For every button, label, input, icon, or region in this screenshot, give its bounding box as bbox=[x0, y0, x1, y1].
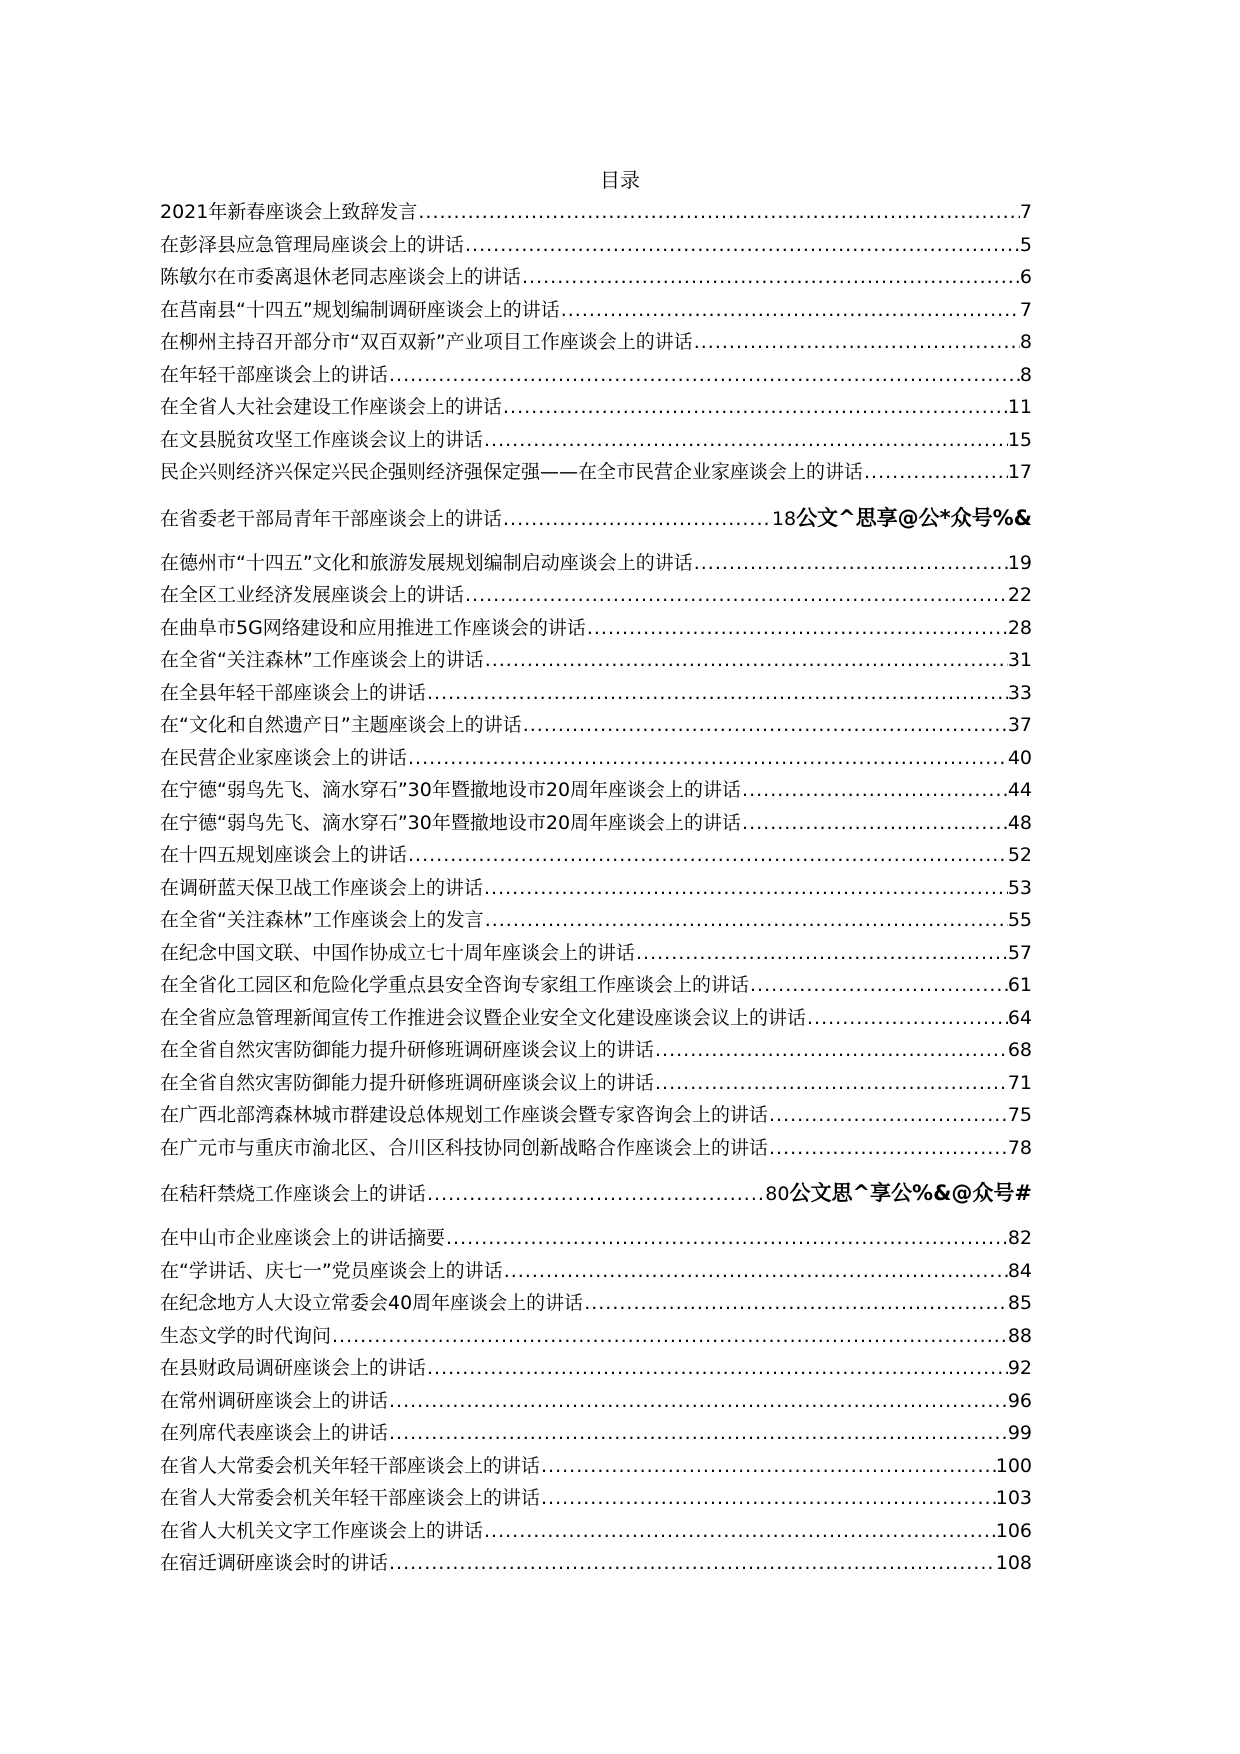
toc-entry-title: 在年轻干部座谈会上的讲话 bbox=[160, 363, 389, 386]
toc-entry[interactable] bbox=[160, 904, 1032, 937]
toc-entry[interactable] bbox=[160, 424, 1032, 457]
toc-entry-title: 在文县脱贫攻坚工作座谈会议上的讲话 bbox=[160, 428, 484, 451]
toc-entry-page: 96 bbox=[1007, 1389, 1032, 1412]
toc-entry[interactable] bbox=[160, 612, 1032, 645]
toc-entry[interactable] bbox=[160, 499, 1032, 537]
toc-entry-title: 在全区工业经济发展座谈会上的讲话 bbox=[160, 584, 465, 606]
toc-entry-title: 在宁德“弱鸟先飞、滴水穿石”30年暨撤地设市20周年座谈会上的讲话 bbox=[160, 811, 742, 834]
toc-entry[interactable] bbox=[160, 196, 1032, 229]
toc-entry[interactable] bbox=[160, 1222, 1032, 1255]
toc-entry-page: 18 bbox=[771, 507, 797, 530]
toc-entry[interactable] bbox=[160, 1034, 1032, 1067]
toc-leader-dots bbox=[768, 1132, 1008, 1165]
toc-entry-title: 在全省人大社会建设工作座谈会上的讲话 bbox=[160, 396, 503, 418]
toc-entry-page: 99 bbox=[1007, 1422, 1032, 1444]
toc-leader-dots bbox=[426, 677, 1008, 710]
toc-entry-title: 在列席代表座谈会上的讲话 bbox=[160, 1422, 389, 1444]
toc-entry-page: 17 bbox=[1007, 461, 1032, 483]
toc-leader-dots bbox=[583, 1287, 1008, 1320]
toc-entry[interactable] bbox=[160, 391, 1032, 424]
toc-leader-dots bbox=[483, 872, 1008, 905]
toc-leader-dots bbox=[654, 1067, 1008, 1100]
toc-leader-dots bbox=[331, 1320, 1008, 1353]
toc-entry-title: 在“学讲话、庆七一”党员座谈会上的讲话 bbox=[160, 1259, 503, 1282]
toc-entry-title: 在秸秆禁烧工作座谈会上的讲话 bbox=[160, 1183, 427, 1205]
toc-entry-page: 53 bbox=[1007, 876, 1032, 899]
toc-entry-page: 15 bbox=[1007, 428, 1032, 451]
toc-entry[interactable] bbox=[160, 294, 1032, 327]
toc-entry[interactable] bbox=[160, 1417, 1032, 1450]
toc-entry[interactable] bbox=[160, 1320, 1032, 1353]
toc-entry-page: 82 bbox=[1007, 1227, 1032, 1249]
toc-leader-dots bbox=[407, 839, 1008, 872]
toc-leader-dots bbox=[388, 1417, 1008, 1450]
toc-entry-page: 92 bbox=[1007, 1357, 1032, 1379]
toc-entry-page: 8 bbox=[1019, 331, 1032, 353]
toc-entry-page: 28 bbox=[1007, 616, 1032, 639]
toc-entry[interactable] bbox=[160, 709, 1032, 742]
toc-entry-page: 80 bbox=[765, 1183, 790, 1205]
toc-entry-title: 在省人大常委会机关年轻干部座谈会上的讲话 bbox=[160, 1487, 541, 1509]
toc-entry-title: 在莒南县“十四五”规划编制调研座谈会上的讲话 bbox=[160, 298, 560, 321]
toc-entry-page: 103 bbox=[995, 1487, 1032, 1509]
toc-entry[interactable] bbox=[160, 547, 1032, 580]
toc-leader-dots bbox=[388, 1547, 996, 1580]
toc-leader-dots bbox=[417, 196, 1020, 229]
toc-entry-title: 民企兴则经济兴保定兴民企强则经济强保定强——在全市民营企业家座谈会上的讲话 bbox=[160, 461, 864, 483]
toc-entry[interactable] bbox=[160, 359, 1032, 392]
toc-entry-page: 22 bbox=[1007, 584, 1032, 606]
toc-entry[interactable] bbox=[160, 937, 1032, 970]
toc-entry[interactable] bbox=[160, 872, 1032, 905]
toc-entry-title: 在柳州主持召开部分市“双百双新”产业项目工作座谈会上的讲话 bbox=[160, 331, 693, 353]
toc-entry-title: 在“文化和自然遗产日”主题座谈会上的讲话 bbox=[160, 714, 522, 736]
toc-leader-dots bbox=[540, 1450, 996, 1483]
toc-entry-title: 在县财政局调研座谈会上的讲话 bbox=[160, 1357, 427, 1379]
toc-leader-dots bbox=[407, 742, 1008, 775]
toc-entry[interactable] bbox=[160, 644, 1032, 677]
toc-entry[interactable] bbox=[160, 261, 1032, 294]
toc-entry-title: 在全省自然灾害防御能力提升研修班调研座谈会议上的讲话 bbox=[160, 1039, 655, 1061]
toc-entry-title: 在宿迁调研座谈会时的讲话 bbox=[160, 1552, 389, 1574]
toc-entry[interactable] bbox=[160, 1174, 1032, 1212]
toc-entry-title: 在纪念中国文联、中国作协成立七十周年座谈会上的讲话 bbox=[160, 941, 636, 964]
toc-entry-page: 100 bbox=[995, 1454, 1032, 1477]
toc-entry-title: 2021年新春座谈会上致辞发言 bbox=[160, 201, 418, 223]
toc-entry-page: 61 bbox=[1007, 974, 1032, 996]
toc-leader-dots bbox=[464, 579, 1008, 612]
toc-leader-dots bbox=[483, 424, 1008, 457]
toc-entry-page: 68 bbox=[1007, 1039, 1032, 1061]
toc-entry-title: 在全省应急管理新闻宣传工作推进会议暨企业安全文化建设座谈会议上的讲话 bbox=[160, 1006, 807, 1029]
toc-entry-page: 88 bbox=[1007, 1324, 1032, 1347]
toc-leader-dots bbox=[484, 644, 1008, 677]
toc-entry-title: 陈敏尔在市委离退休老同志座谈会上的讲话 bbox=[160, 266, 522, 288]
toc-entry-title: 在广元市与重庆市渝北区、合川区科技协同创新战略合作座谈会上的讲话 bbox=[160, 1136, 769, 1159]
toc-leader-dots bbox=[503, 1255, 1008, 1288]
toc-entry[interactable] bbox=[160, 326, 1032, 359]
toc-entry-title: 在民营企业家座谈会上的讲话 bbox=[160, 746, 408, 769]
toc-entry-title: 在全县年轻干部座谈会上的讲话 bbox=[160, 681, 427, 704]
toc-leader-dots bbox=[502, 500, 772, 538]
toc-leader-dots bbox=[693, 326, 1020, 359]
toc-entry-title: 在全省“关注森林”工作座谈会上的发言 bbox=[160, 909, 484, 931]
toc-leader-dots bbox=[741, 807, 1008, 840]
toc-title: 目录 bbox=[600, 168, 640, 192]
watermark-text: 公文^思享@公*众号%& bbox=[796, 505, 1032, 530]
toc-entry-title: 在纪念地方人大设立常委会40周年座谈会上的讲话 bbox=[160, 1292, 584, 1314]
toc-entry-page: 37 bbox=[1007, 714, 1032, 736]
watermark-text: 公文思^享公%&@众号# bbox=[789, 1181, 1032, 1205]
toc-entry[interactable] bbox=[160, 807, 1032, 840]
toc-leader-dots bbox=[521, 261, 1020, 294]
toc-entry-title: 在省委老干部局青年干部座谈会上的讲话 bbox=[160, 507, 503, 530]
toc-entry-title: 在全省自然灾害防御能力提升研修班调研座谈会议上的讲话 bbox=[160, 1071, 655, 1094]
toc-entry-title: 在省人大机关文字工作座谈会上的讲话 bbox=[160, 1519, 484, 1542]
toc-entry-page: 44 bbox=[1007, 779, 1032, 801]
toc-entry-page: 7 bbox=[1019, 298, 1032, 321]
toc-entry-page: 48 bbox=[1007, 811, 1032, 834]
toc-leader-dots bbox=[749, 969, 1008, 1002]
toc-entry-page: 84 bbox=[1007, 1259, 1032, 1282]
toc-entry-page: 57 bbox=[1007, 941, 1032, 964]
toc-entry[interactable] bbox=[160, 1002, 1032, 1035]
toc-leader-dots bbox=[502, 391, 1008, 424]
toc-entry[interactable] bbox=[160, 742, 1032, 775]
toc-entry-title: 在省人大常委会机关年轻干部座谈会上的讲话 bbox=[160, 1454, 541, 1477]
toc-entry[interactable] bbox=[160, 839, 1032, 872]
toc-leader-dots bbox=[540, 1482, 996, 1515]
toc-entry-title: 在十四五规划座谈会上的讲话 bbox=[160, 844, 408, 866]
toc-entry[interactable] bbox=[160, 456, 1032, 489]
toc-leader-dots bbox=[693, 547, 1008, 580]
toc-leader-dots bbox=[464, 229, 1020, 262]
toc-entry-page: 64 bbox=[1007, 1006, 1032, 1029]
toc-entry-page: 33 bbox=[1007, 681, 1032, 704]
toc-leader-dots bbox=[445, 1222, 1008, 1255]
toc-leader-dots bbox=[484, 904, 1008, 937]
toc-leader-dots bbox=[635, 937, 1008, 970]
toc-entry[interactable] bbox=[160, 1515, 1032, 1548]
toc-leader-dots bbox=[426, 1352, 1008, 1385]
toc-entry-page: 40 bbox=[1007, 746, 1032, 769]
toc-leader-dots bbox=[388, 359, 1020, 392]
toc-leader-dots bbox=[522, 709, 1008, 742]
toc-entry[interactable] bbox=[160, 1385, 1032, 1418]
toc-entry-page: 31 bbox=[1007, 649, 1032, 671]
toc-entry-page: 55 bbox=[1007, 909, 1032, 931]
toc-leader-dots bbox=[483, 1515, 996, 1548]
toc-entry-page: 108 bbox=[995, 1552, 1032, 1574]
toc-entry[interactable] bbox=[160, 969, 1032, 1002]
toc-entry-title: 在全省“关注森林”工作座谈会上的讲话 bbox=[160, 649, 484, 671]
toc-entry[interactable] bbox=[160, 1482, 1032, 1515]
toc-entry[interactable] bbox=[160, 677, 1032, 710]
toc-entry[interactable] bbox=[160, 1255, 1032, 1288]
toc-entry-page: 52 bbox=[1007, 844, 1032, 866]
toc-entry-title: 在彭泽县应急管理局座谈会上的讲话 bbox=[160, 233, 465, 256]
toc-entry-page: 85 bbox=[1007, 1292, 1032, 1314]
toc-entry[interactable] bbox=[160, 229, 1032, 262]
toc-leader-dots bbox=[426, 1175, 765, 1213]
toc-list bbox=[160, 196, 1032, 1580]
toc-entry-title: 在曲阜市5G网络建设和应用推进工作座谈会的讲话 bbox=[160, 616, 586, 639]
toc-entry-page: 106 bbox=[995, 1519, 1032, 1542]
toc-entry[interactable] bbox=[160, 1287, 1032, 1320]
toc-entry-title: 在常州调研座谈会上的讲话 bbox=[160, 1389, 389, 1412]
toc-entry-title: 在中山市企业座谈会上的讲话摘要 bbox=[160, 1227, 446, 1249]
toc-entry-page: 7 bbox=[1019, 201, 1032, 223]
toc-entry[interactable] bbox=[160, 1067, 1032, 1100]
toc-entry[interactable] bbox=[160, 1547, 1032, 1580]
toc-entry[interactable] bbox=[160, 1132, 1032, 1165]
toc-entry-page: 5 bbox=[1019, 233, 1032, 256]
toc-entry[interactable] bbox=[160, 1450, 1032, 1483]
toc-leader-dots bbox=[863, 456, 1008, 489]
toc-entry-title: 在广西北部湾森林城市群建设总体规划工作座谈会暨专家咨询会上的讲话 bbox=[160, 1104, 769, 1126]
toc-leader-dots bbox=[586, 612, 1008, 645]
toc-entry-page: 8 bbox=[1019, 363, 1032, 386]
toc-entry-page: 6 bbox=[1019, 266, 1032, 288]
toc-leader-dots bbox=[388, 1385, 1008, 1418]
toc-entry-page: 19 bbox=[1007, 551, 1032, 574]
toc-entry-title: 在全省化工园区和危险化学重点县安全咨询专家组工作座谈会上的讲话 bbox=[160, 974, 750, 996]
toc-entry-page: 71 bbox=[1007, 1071, 1032, 1094]
toc-entry-page: 78 bbox=[1007, 1136, 1032, 1159]
toc-entry[interactable] bbox=[160, 579, 1032, 612]
toc-entry[interactable] bbox=[160, 1352, 1032, 1385]
toc-entry-page: 75 bbox=[1007, 1104, 1032, 1126]
toc-entry-title: 在调研蓝天保卫战工作座谈会上的讲话 bbox=[160, 876, 484, 899]
toc-entry[interactable] bbox=[160, 1099, 1032, 1132]
toc-leader-dots bbox=[806, 1002, 1008, 1035]
toc-entry-title: 在宁德“弱鸟先飞、滴水穿石”30年暨撤地设市20周年座谈会上的讲话 bbox=[160, 779, 742, 801]
toc-entry-title: 在德州市“十四五”文化和旅游发展规划编制启动座谈会上的讲话 bbox=[160, 551, 693, 574]
toc-leader-dots bbox=[560, 294, 1020, 327]
toc-entry-title: 生态文学的时代询问 bbox=[160, 1324, 332, 1347]
toc-leader-dots bbox=[654, 1034, 1008, 1067]
toc-entry[interactable] bbox=[160, 774, 1032, 807]
toc-leader-dots bbox=[741, 774, 1008, 807]
toc-entry-page: 11 bbox=[1007, 396, 1032, 418]
toc-leader-dots bbox=[768, 1099, 1008, 1132]
